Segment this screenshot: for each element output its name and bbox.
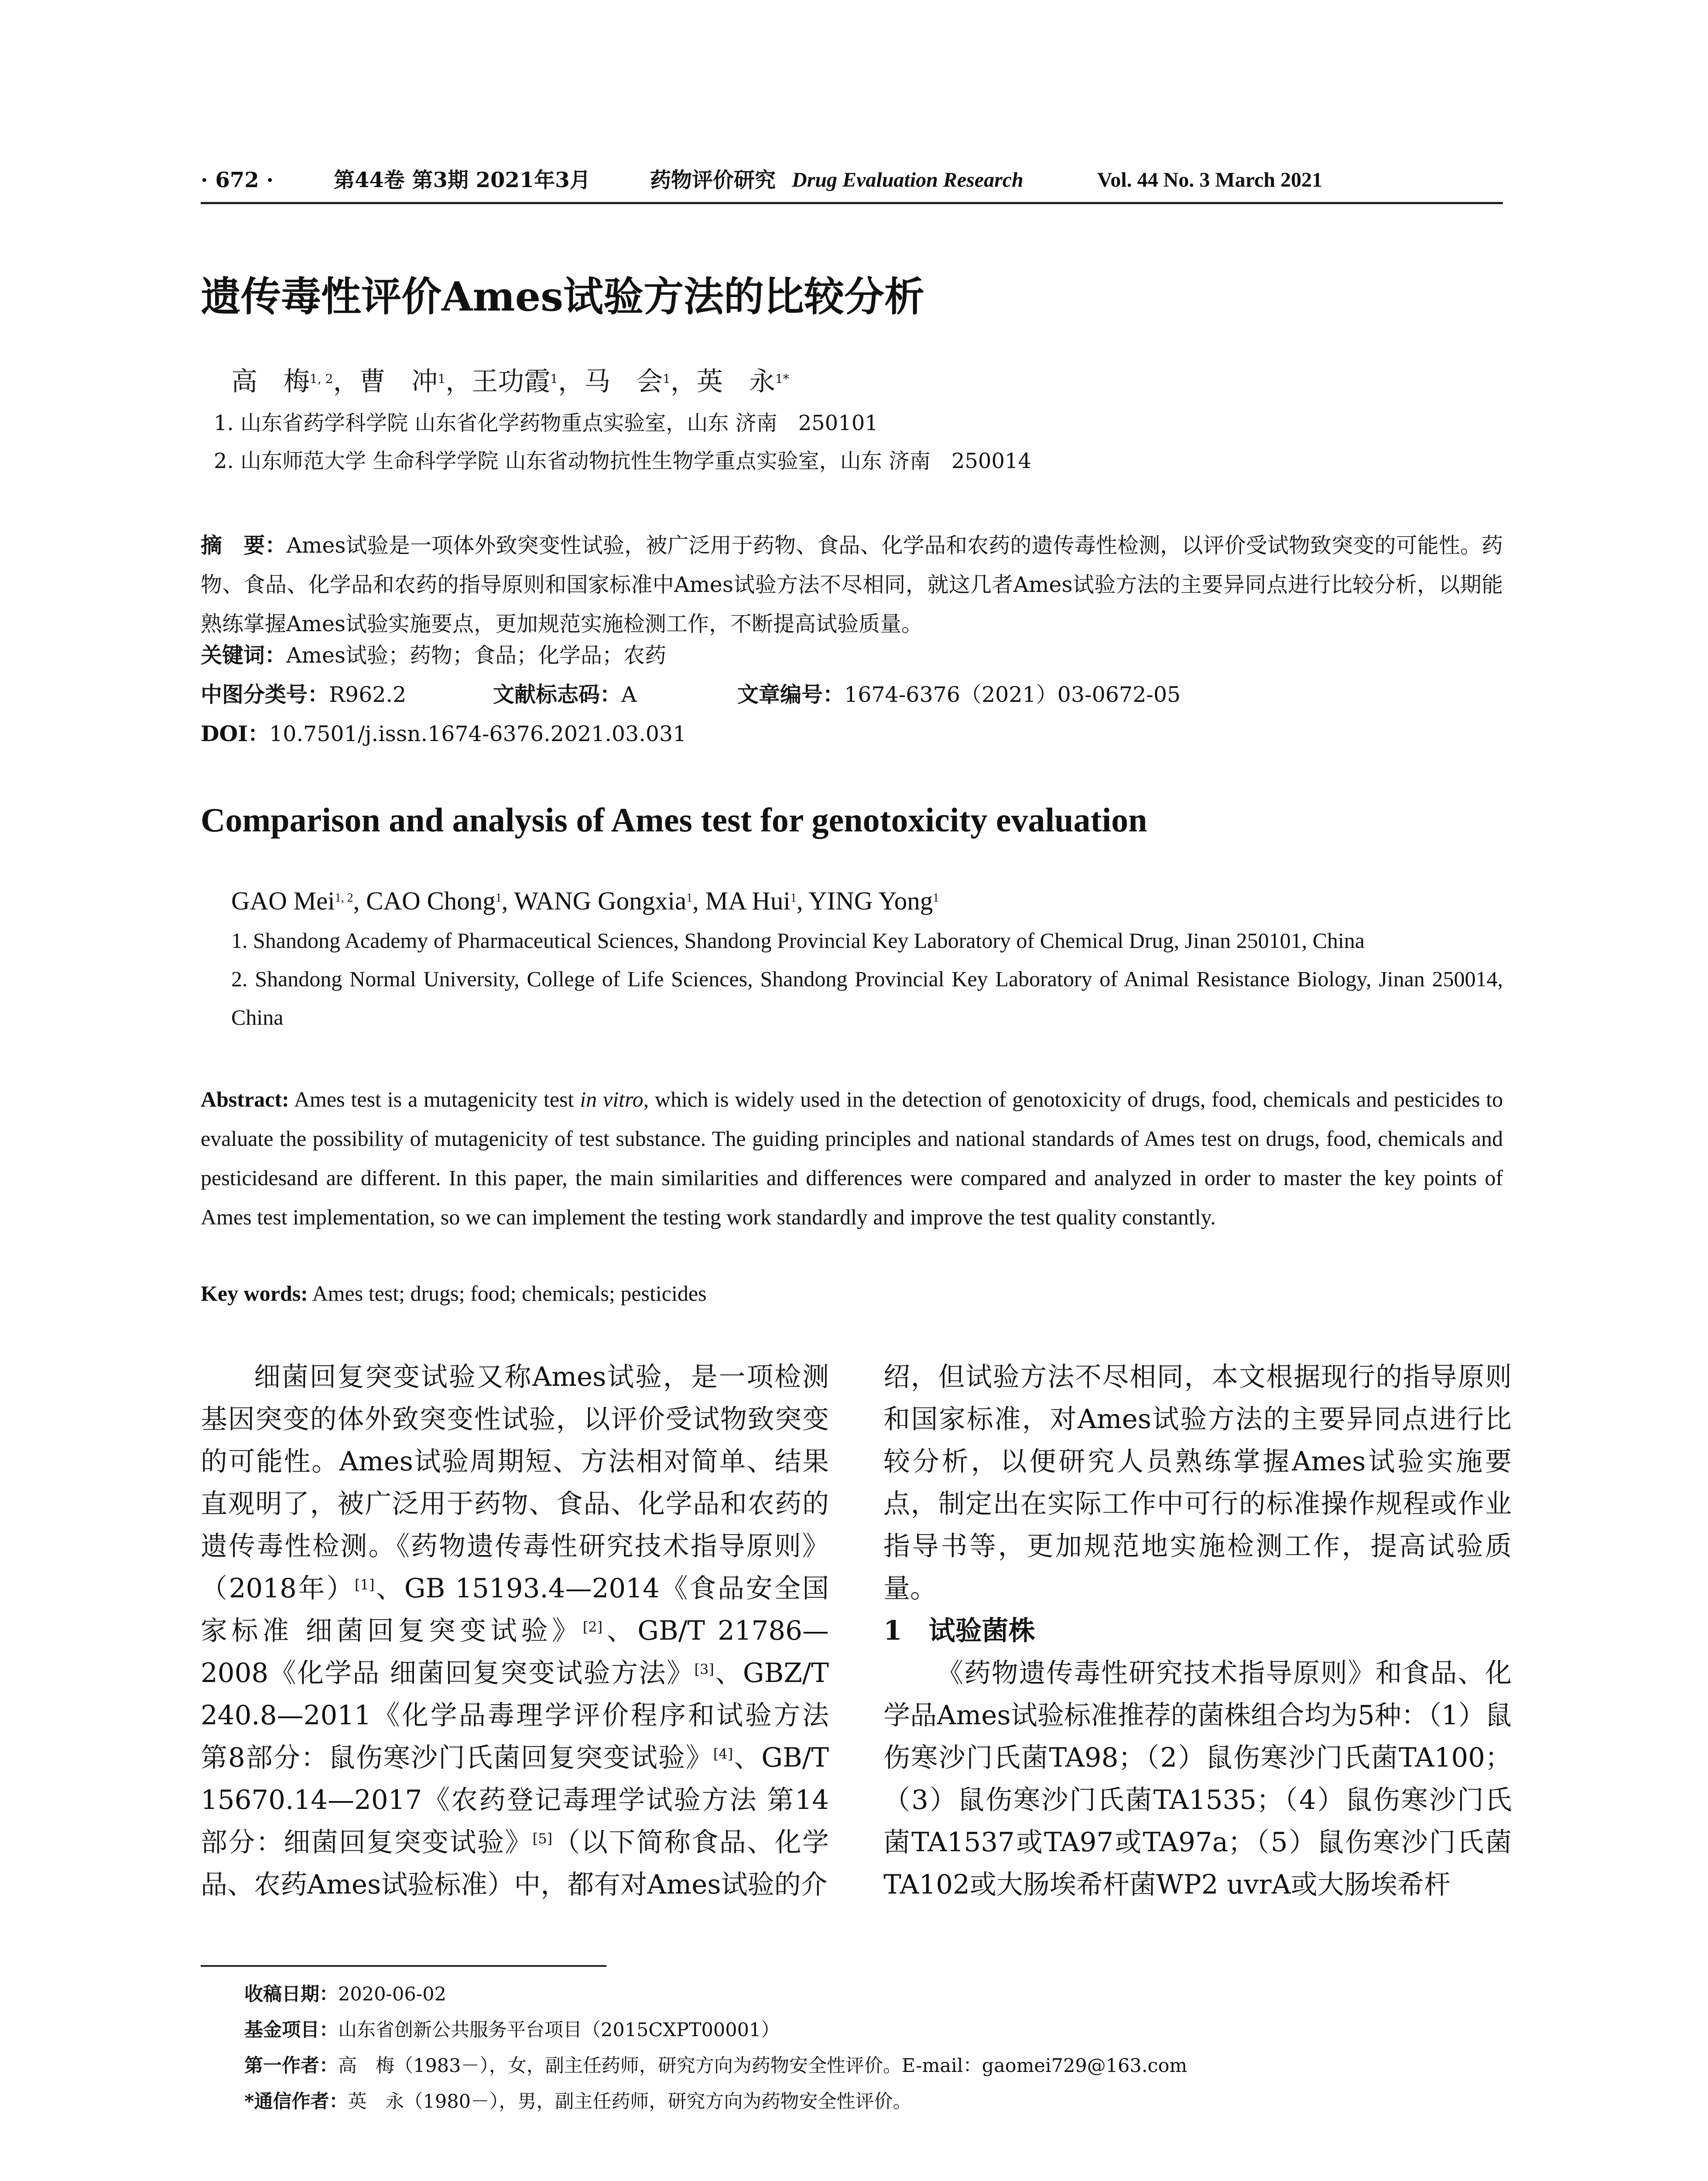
cn-title: 遗传毒性评价Ames试验方法的比较分析 xyxy=(201,273,925,320)
en-author: CAO Chong xyxy=(366,886,496,915)
page-number: · 672 · xyxy=(201,168,274,192)
body-paragraph: 《药物遗传毒性研究技术指导原则》和食品、化学品Ames试验标准推荐的菌株组合均为5种：（1）鼠伤寒沙门氏菌TA98；（2）鼠伤寒沙门氏菌TA100；（3）鼠伤寒沙门氏菌TA1535；（4）鼠伤寒沙门氏菌TA1537或TA97或TA97a；（5）鼠伤寒沙门氏菌TA102或大肠埃希杆菌WP2 uvrA或大肠埃希杆 xyxy=(883,1658,1512,1900)
body-text: 、GB/T 21786—2008《化学品 细菌回复突变试验方法》 xyxy=(201,1615,829,1689)
footnote-first-author xyxy=(244,2052,1187,2080)
footnote-corresponding xyxy=(244,2088,911,2116)
body-text: 、GB 15193.4—2014《食品安全国家标准 细菌回复突变试验》 xyxy=(201,1573,829,1646)
author-sup: 1 xyxy=(550,372,558,386)
clc-value: R962.2 xyxy=(329,682,407,707)
author-sup: 1 xyxy=(686,891,693,905)
footnote-received xyxy=(244,1980,446,2009)
body-text: 细菌回复突变试验又称Ames试验，是一项检测基因突变的体外致突变性试验，以评价受试物致突变的可能性。Ames试验周期短、方法相对简单、结果直观明了，被广泛用于药物、食品、化学品和农药的遗传毒性检测。《药物遗传毒性研究技术指导原则》（2018年） xyxy=(201,1361,829,1604)
body-text: （以下简称食品、化学品、农药Ames试验标准）中，都有对Ames试验的介 xyxy=(201,1827,829,1900)
footnote-text: 高 梅（1983－），女，副主任药师，研究方向为药物安全性评价。E-mail：gaomei729@163.com xyxy=(338,2055,1188,2077)
issue-en: Vol. 44 No. 3 March 2021 xyxy=(1097,168,1322,191)
doc-label: 文献标志码： xyxy=(493,682,622,707)
author-sup: 1 xyxy=(438,372,446,386)
cn-author: 英 永 xyxy=(696,366,775,397)
footnote-label: 第一作者： xyxy=(244,2055,338,2077)
footnote-text: 英 永（1980－），男，副主任药师，研究方向为药物安全性评价。 xyxy=(348,2091,912,2113)
citation: [2] xyxy=(582,1619,603,1635)
en-affiliation-1: 1. Shandong Academy of Pharmaceutical Sciences, Shandong Provincial Key Laboratory of Chemical Drug, Jinan 250101, China xyxy=(231,928,1365,953)
en-abstract xyxy=(201,1080,1503,1237)
body-right-column xyxy=(883,1356,1512,1906)
cn-affiliation-2: 2. 山东师范大学 生命科学学院 山东省动物抗性生物学重点实验室，山东 济南 250014 xyxy=(214,449,1032,473)
cn-affiliation-1: 1. 山东省药学科学院 山东省化学药物重点实验室，山东 济南 250101 xyxy=(214,411,878,435)
footnote-label: 基金项目： xyxy=(244,2019,338,2041)
article-label: 文章编号： xyxy=(737,682,845,707)
en-abstract-italic: in vitro xyxy=(580,1087,643,1111)
doc-code xyxy=(493,677,637,712)
author-sup: 1 xyxy=(663,372,671,386)
footnote-rule xyxy=(201,1965,606,1967)
author-sup: 1 xyxy=(790,891,797,905)
en-author: YING Yong xyxy=(808,886,933,915)
cn-abstract-text: Ames试验是一项体外致突变性试验，被广泛用于药物、食品、化学品和农药的遗传毒性检测，以评价受试物致突变的可能性。药物、食品、化学品和农药的指导原则和国家标准中Ames试验方法不尽相同，就这几者Ames试验方法的主要异同点进行比较分析，以期能熟练掌握Ames试验实施要点，更加规范实施检测工作，不断提高试验质量。 xyxy=(201,533,1503,636)
citation: [5] xyxy=(532,1830,553,1847)
article-value: 1674-6376（2021）03-0672-05 xyxy=(844,682,1181,707)
en-abstract-text-1: Ames test is a mutagenicity test xyxy=(289,1087,580,1111)
doi-label: DOI： xyxy=(201,721,270,746)
cn-authors: 高 梅$^{1, 2}$，曹 冲$^1$，王功霞$^1$，马 会$^1$，英 永$^{1*}$ xyxy=(231,366,789,397)
en-author: MA Hui xyxy=(705,886,791,915)
author-sup: 1 xyxy=(495,891,502,905)
body-text: 、GB/T 15670.14—2017《农药登记毒理学试验方法 第14部分：细菌回复突变试验》 xyxy=(201,1742,829,1858)
footnote-fund xyxy=(244,2016,780,2044)
en-author: WANG Gongxia xyxy=(514,886,687,915)
body-paragraph: 绍，但试验方法不尽相同，本文根据现行的指导原则和国家标准，对Ames试验方法的主要异同点进行比较分析，以便研究人员熟练掌握Ames试验实施要点，制定出在实际工作中可行的标准操作规程或作业指导书等，更加规范地实施检测工作，提高试验质量。 xyxy=(883,1361,1512,1604)
footnote-label: 收稿日期： xyxy=(244,1983,338,2005)
en-keywords-label: Key words: xyxy=(201,1281,308,1306)
cn-keywords-text: Ames试验；药物；食品；化学品；农药 xyxy=(286,643,667,668)
en-abstract-label: Abstract: xyxy=(201,1087,289,1111)
cn-author: 马 会 xyxy=(584,366,663,397)
footnote-text: 2020-06-02 xyxy=(338,1983,446,2005)
section-heading: 1 试验菌株 xyxy=(883,1615,1035,1646)
running-header xyxy=(201,165,1509,200)
citation: [4] xyxy=(713,1746,733,1762)
body-paragraph xyxy=(201,1356,829,1906)
author-sup: 1* xyxy=(775,372,789,386)
en-affiliation-2: 2. Shandong Normal University, College of Life Sciences, Shandong Provincial Key Laboratory of Animal Resistance Biology, Jinan 250014, China xyxy=(231,967,1503,1029)
classification-line xyxy=(201,677,1503,712)
doi-line xyxy=(201,716,686,752)
author-sup: 1, 2 xyxy=(335,891,353,905)
author-sup: 1 xyxy=(933,891,939,905)
cn-author: 曹 冲 xyxy=(359,366,438,397)
en-abstract-text-2: , which is widely used in the detection of genotoxicity of drugs, food, chemicals and pesticides to evaluate the possibility of mutagenicity of test substance. The guiding principles and national standards of Ames test on drugs, food, chemicals and pesticidesand are different. In this paper, the main similarities and differences were compared and analyzed in order to master the key points of Ames test implementation, so we can implement the testing work standardly and improve the test quality constantly. xyxy=(201,1087,1503,1229)
journal-en: Drug Evaluation Research xyxy=(792,168,1023,191)
citation: [3] xyxy=(694,1661,714,1678)
body-left-column xyxy=(201,1356,829,1906)
en-authors: GAO Mei$^{1, 2}$, CAO Chong$^1$, WANG Gongxia$^1$, MA Hui$^1$, YING Yong$^1$ xyxy=(231,886,939,915)
cn-abstract xyxy=(201,526,1503,644)
footnote-label: *通信作者： xyxy=(244,2091,348,2113)
cn-author: 高 梅 xyxy=(231,366,310,397)
clc-label: 中图分类号： xyxy=(201,682,329,707)
doc-value: A xyxy=(621,682,637,707)
cn-abstract-label: 摘 要： xyxy=(201,533,287,558)
author-sup: 1, 2 xyxy=(310,372,333,386)
en-author: GAO Mei xyxy=(231,886,335,915)
en-title: Comparison and analysis of Ames test for genotoxicity evaluation xyxy=(201,801,1147,839)
en-keywords xyxy=(201,1274,707,1313)
footnote-text: 山东省创新公共服务平台项目（2015CXPT00001） xyxy=(338,2019,780,2041)
header-rule xyxy=(201,202,1503,204)
cn-author: 王功霞 xyxy=(472,366,551,397)
cn-keywords xyxy=(201,638,666,673)
doi-value: 10.7501/j.issn.1674-6376.2021.03.031 xyxy=(269,721,687,746)
en-keywords-text: Ames test; drugs; food; chemicals; pesticides xyxy=(308,1281,707,1306)
article-number xyxy=(737,677,1181,712)
body-text: 、GBZ/T 240.8—2011《化学品毒理学评价程序和试验方法 第8部分：鼠伤寒沙门氏菌回复突变试验》 xyxy=(201,1658,829,1773)
citation: [1] xyxy=(355,1576,375,1593)
journal-cn: 药物评价研究 xyxy=(650,168,776,192)
cn-keywords-label: 关键词： xyxy=(201,643,287,668)
issue-cn: 第44卷 第3期 2021年3月 xyxy=(334,168,591,192)
